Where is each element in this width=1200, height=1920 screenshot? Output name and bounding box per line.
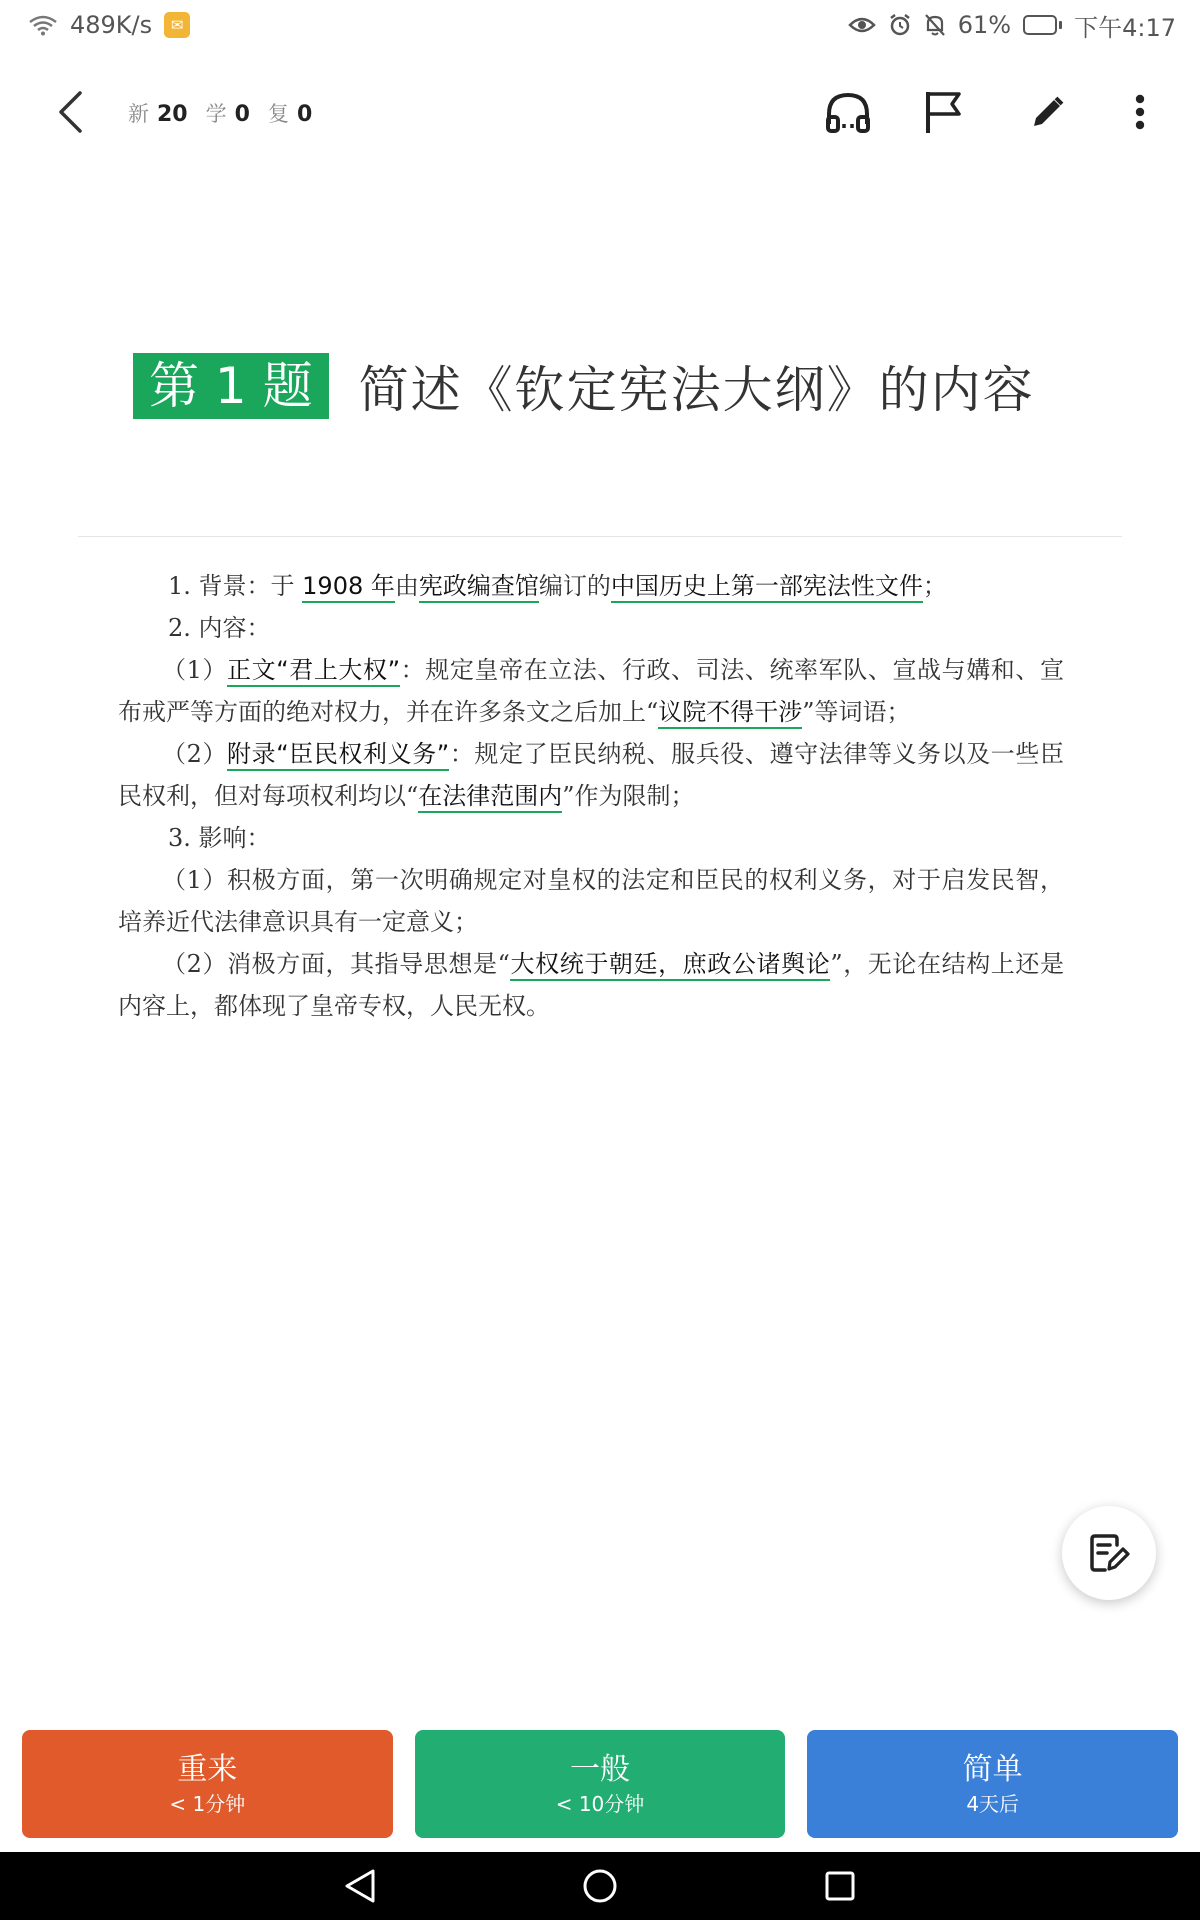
count-learn-value: 0 [234, 102, 250, 127]
nav-home-button[interactable] [570, 1856, 630, 1916]
text-run: （2） [162, 740, 228, 768]
highlight-keyword: 附录“臣民权利义务” [227, 740, 449, 771]
count-learn-label: 学 [205, 102, 227, 126]
nav-back-button[interactable] [330, 1856, 390, 1916]
answer-impact-item-2 [118, 943, 1064, 1027]
note-fab-button[interactable] [1062, 1506, 1156, 1600]
note-edit-icon [1087, 1531, 1131, 1575]
eye-icon [848, 15, 876, 35]
count-review-label: 复 [267, 102, 289, 126]
pencil-icon [1031, 95, 1065, 129]
question-number-badge: 第 1 题 [133, 353, 329, 419]
answer-background [118, 565, 1064, 607]
easy-button[interactable] [807, 1730, 1178, 1838]
highlight-keyword: 中国历史上第一部宪法性文件 [611, 572, 923, 603]
answer-content [118, 565, 1064, 1027]
answer-impact-heading: 3. 影响： [168, 824, 271, 852]
again-button[interactable] [22, 1730, 393, 1838]
easy-label: 简单 [962, 1752, 1023, 1787]
text-run: ：规定皇帝在立法、行政、司法、统率军队、宣战与媾和、宣布戒严等方面的绝对权力，并在许多条文之后加上“ [118, 656, 1064, 726]
answer-content-item-2 [118, 733, 1064, 817]
circle-home-icon [582, 1868, 618, 1904]
highlight-keyword: 1908 年 [302, 572, 395, 603]
back-icon [56, 90, 84, 134]
text-run: （1） [162, 656, 228, 684]
status-left [28, 11, 190, 39]
flag-button[interactable] [916, 84, 972, 140]
question-title: 简述《钦定宪法大纲》的内容 [358, 361, 1035, 419]
edit-button[interactable] [1020, 84, 1076, 140]
status-right [848, 8, 1176, 43]
card-counts [128, 98, 322, 128]
flag-icon [924, 89, 964, 135]
highlight-keyword: 宪政编查馆 [419, 572, 539, 603]
nav-recents-button[interactable] [810, 1856, 870, 1916]
clock: 下午4:17 [1074, 13, 1176, 42]
text-run: （2）消极方面，其指导思想是“ [162, 950, 510, 978]
count-review-value: 0 [296, 102, 313, 127]
answer-content-item-1 [118, 649, 1064, 733]
grade-buttons [22, 1730, 1178, 1838]
more-button[interactable] [1112, 84, 1168, 140]
count-new-label: 新 [128, 102, 149, 126]
again-label: 重来 [177, 1752, 238, 1787]
text-run: 1. 背景：于 [168, 572, 303, 600]
headphones-icon [824, 90, 872, 134]
highlight-keyword: 正文“君上大权” [227, 656, 400, 687]
highlight-keyword: 大权统于朝廷，庶政公诸舆论 [510, 950, 830, 981]
mute-bell-icon [924, 13, 946, 37]
count-new-value: 20 [157, 102, 188, 127]
text-run: 由 [394, 572, 419, 600]
text-run: ”作为限制； [562, 782, 695, 810]
audio-button[interactable] [820, 84, 876, 140]
highlight-keyword: 议院不得干涉 [658, 698, 802, 729]
top-toolbar [0, 72, 1200, 152]
more-vert-icon [1134, 94, 1146, 130]
highlight-keyword: 在法律范围内 [418, 782, 562, 813]
system-nav-bar [0, 1852, 1200, 1920]
question-header [133, 350, 1035, 422]
good-label: 一般 [570, 1752, 630, 1787]
divider [78, 536, 1122, 537]
wifi-icon [28, 14, 58, 36]
good-button[interactable] [415, 1730, 786, 1838]
battery-percent: 61% [957, 11, 1012, 39]
status-bar [0, 0, 1200, 50]
back-button[interactable] [48, 90, 92, 134]
battery-icon [1023, 15, 1062, 35]
answer-content-heading: 2. 内容： [168, 614, 271, 642]
good-interval: < 10分钟 [555, 1792, 645, 1816]
triangle-back-icon [343, 1868, 377, 1904]
app-notification-icon: ✉ [164, 12, 190, 38]
alarm-icon [888, 13, 912, 37]
easy-interval: 4天后 [966, 1792, 1020, 1816]
again-interval: < 1分钟 [169, 1792, 246, 1816]
net-speed: 489K/s [70, 11, 153, 39]
text-run: ； [922, 572, 947, 600]
text-run: ”等词语； [802, 698, 911, 726]
text-run: 编订的 [538, 572, 611, 600]
text-run: ：规定了臣民纳税、服兵役、遵守法律等义务以及一些臣民权利，但对每项权利均以“ [118, 740, 1064, 810]
text-run: ”，无论在结构上还是内容上，都体现了皇帝专权，人民无权。 [118, 950, 1064, 1020]
square-recents-icon [824, 1870, 856, 1902]
answer-impact-item-1: （1）积极方面，第一次明确规定对皇权的法定和臣民的权利义务，对于启发民智，培养近代法律意识具有一定意义； [118, 866, 1064, 936]
